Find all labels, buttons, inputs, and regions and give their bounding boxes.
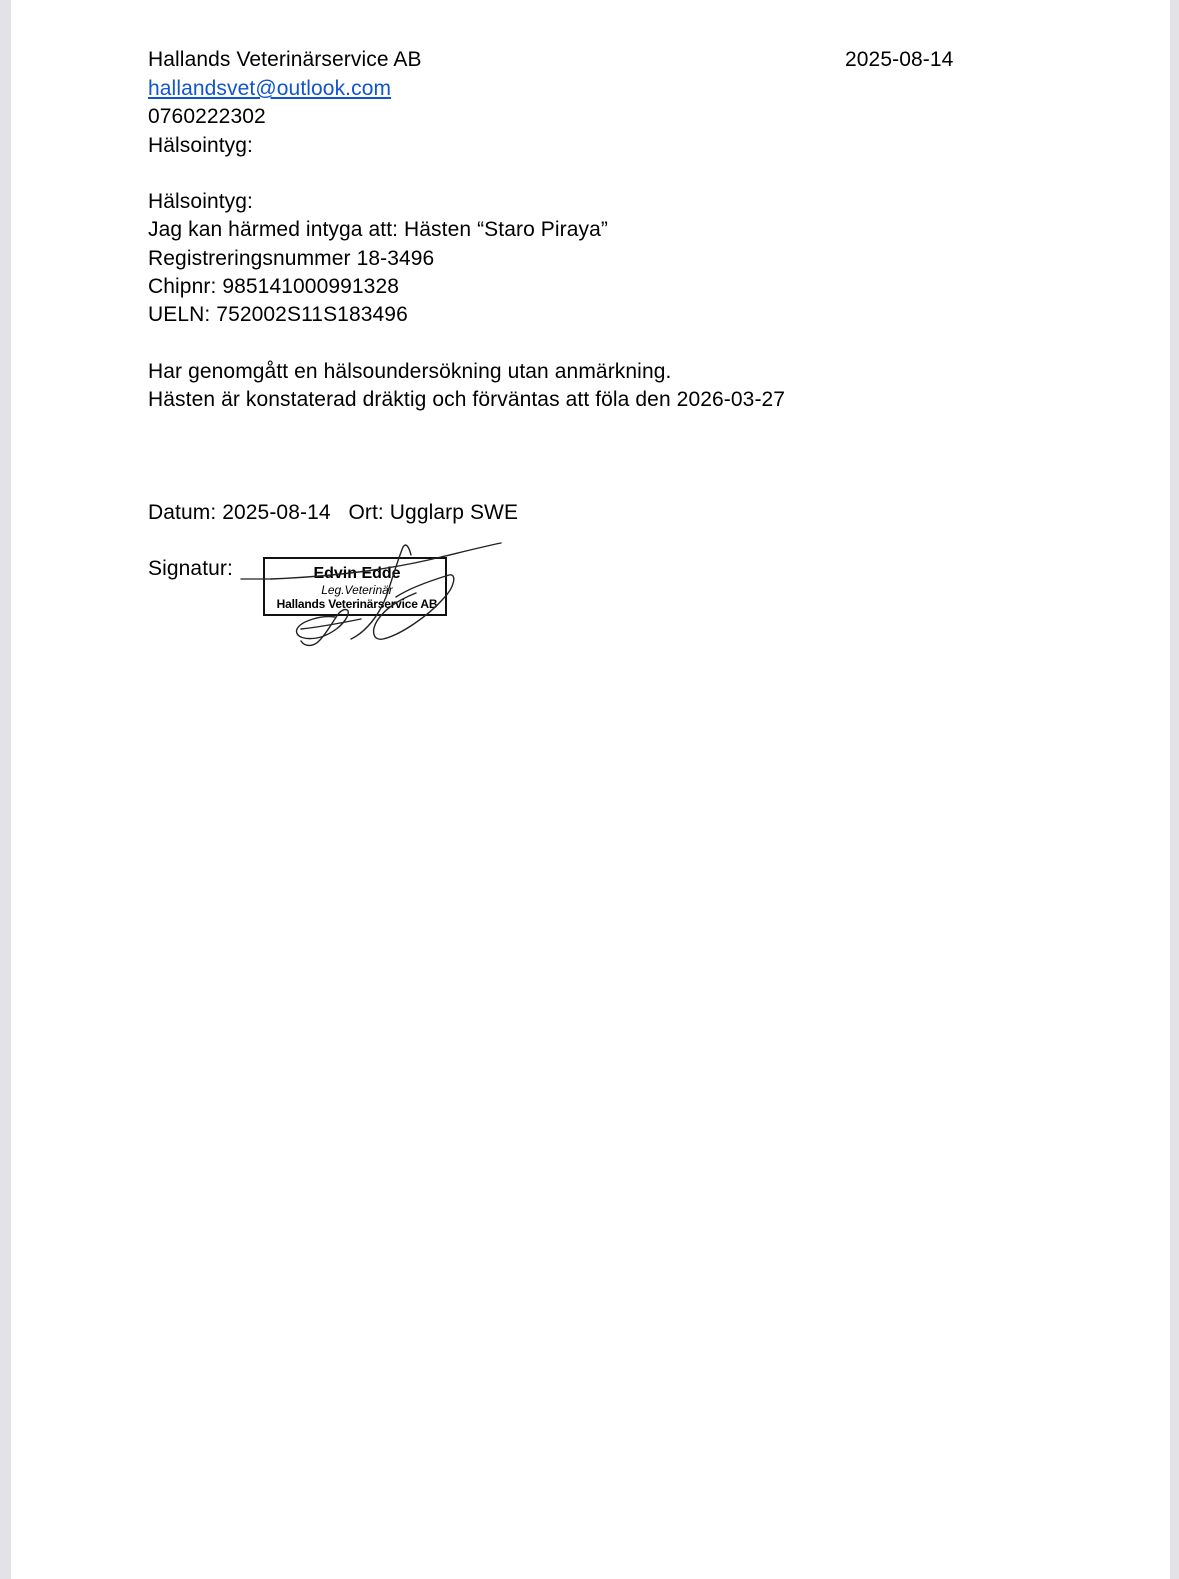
email-link[interactable]: hallandsvet@outlook.com: [148, 77, 392, 100]
certificate-heading: Hälsointyg:: [148, 190, 253, 213]
signature-label: Signatur:: [148, 557, 233, 580]
header-label: Hälsointyg:: [148, 134, 253, 157]
phone-number: 0760222302: [148, 105, 266, 128]
document-page: [11, 0, 1170, 1579]
signature-stamp: [261, 537, 521, 655]
company-name: Hallands Veterinärservice AB: [148, 48, 422, 71]
stamp-title: Leg.Veterinär: [321, 583, 393, 597]
ueln-line: UELN: 752002S11S183496: [148, 303, 408, 326]
chip-line: Chipnr: 985141000991328: [148, 275, 400, 298]
handwritten-signature: [261, 537, 521, 655]
registration-line: Registreringsnummer 18-3496: [148, 247, 435, 270]
stamp-company: Hallands Veterinärservice AB: [276, 597, 438, 611]
stamp-name: Edvin Edde: [313, 565, 401, 582]
date-place-line: Datum: 2025-08-14 Ort: Ugglarp SWE: [148, 501, 519, 524]
pregnancy-line: Hästen är konstaterad dräktig och förväntas att föla den 2026-03-27: [148, 388, 786, 411]
certify-line: Jag kan härmed intyga att: Hästen “Staro Piraya”: [148, 218, 609, 241]
header-date: 2025-08-14: [845, 48, 954, 71]
exam-line: Har genomgått en hälsoundersökning utan anmärkning.: [148, 360, 672, 383]
